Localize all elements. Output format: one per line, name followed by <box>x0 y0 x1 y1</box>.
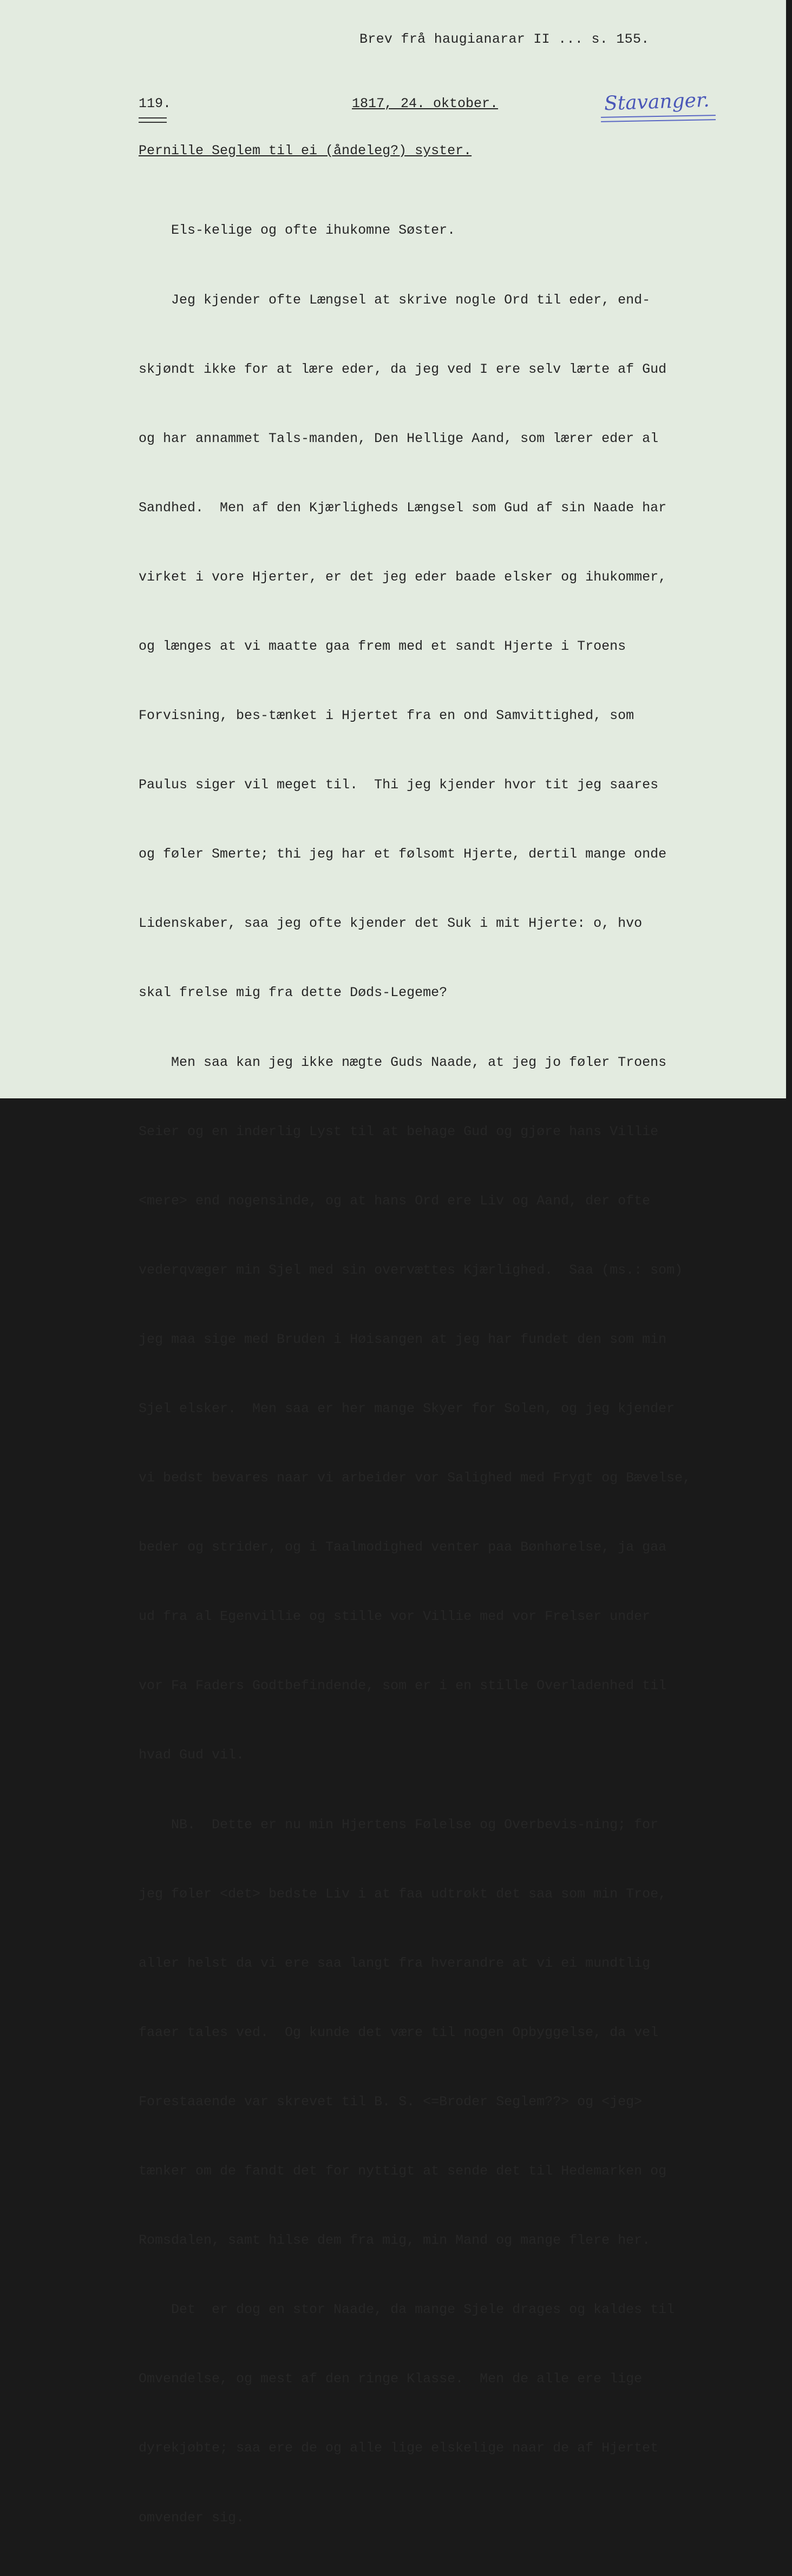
body-line: vi bedst bevares naar vi arbeider vor Salighed med Frygt og Bævelse, <box>139 1470 691 1486</box>
body-line: jeg maa sige med Bruden i Høisangen at jeg har fundet den som min <box>139 1331 667 1347</box>
body-line: Lidenskaber, saa jeg ofte kjender det Suk i mit Hjerte: o, hvo <box>139 915 643 932</box>
archive-reference: Brev frå haugianarar II ... s. 155. <box>359 31 650 47</box>
body-line: faaer tales ved. Og kunde det være til nogen Opbyggelse, da vel <box>139 2024 659 2040</box>
body-line: Paulus siger vil meget til. Thi jeg kjender hvor tit jeg saares <box>139 777 659 793</box>
letter-body <box>139 173 691 2576</box>
body-line: skjøndt ikke for at lære eder, da jeg ved I ere selv lærte af Gud <box>139 361 667 377</box>
entry-date: 1817, 24. oktober. <box>352 96 499 111</box>
body-line: skal frelse mig fra dette Døds-Legeme? <box>139 985 448 1001</box>
body-line: dyrekjøbte; saa ere de og alle lige elskelige naar de af Hjertet <box>139 2440 659 2456</box>
body-line: ud fra al Egenvillie og stille vor Villie med vor Frelser under <box>139 1609 651 1625</box>
body-line: Omvendelse, og mest af den ringe Klasse. Men de alle ere lige <box>139 2371 643 2387</box>
body-line: og længes at vi maatte gaa frem med et sandt Hjerte i Troens <box>139 638 626 654</box>
body-line: <mere> end nogensinde, og at hans Ord ere Liv og Aand, der ofte <box>139 1193 651 1209</box>
handwritten-place-underline <box>601 115 716 122</box>
body-line: Det er dog en stor Naade, da mange Sjele drages og kaldes til <box>139 2302 675 2318</box>
body-line: Men saa kan jeg ikke nægte Guds Naade, at jeg jo føler Troens <box>139 1054 667 1070</box>
body-line: Sandhed. Men af den Kjærligheds Længsel som Gud af sin Naade har <box>139 499 667 516</box>
body-line: og har annammet Tals-manden, Den Hellige Aand, som lærer eder al <box>139 430 659 446</box>
body-line: Sjel elsker. Men saa er her mange Skyer for Solen, og jeg kjender <box>139 1401 675 1417</box>
body-line: hvad Gud vil. <box>139 1747 245 1763</box>
body-line: Seier og en inderlig Lyst til at behage Gud og gjøre hans Villie <box>139 1123 659 1139</box>
letter-title: Pernille Seglem til ei (åndeleg?) syster. <box>139 143 472 159</box>
entry-number: 119. <box>139 96 172 111</box>
body-line: Romsdalen, samt hilse dem fra mig, min Mand og mange flere her. <box>139 2232 651 2249</box>
body-line: Jeg kjender ofte Længsel at skrive nogle Ord til eder, end- <box>139 292 651 308</box>
body-line: vederqvæger min Sjel med sin overvættes Kjærlighed. Saa (ms.: som) <box>139 1262 683 1278</box>
body-line: tænker om de fandt det for nyttigt at sende det til Hedemarken og <box>139 2163 667 2179</box>
body-line: og føler Smerte; thi jeg har et følsomt Hjerte, dertil mange onde <box>139 846 667 862</box>
body-line: aller helst da vi ere saa langt fra hverandre at vi ei mundtlig <box>139 1955 651 1971</box>
body-line: virket i vore Hjerter, er det jeg eder baade elsker og ihukommer, <box>139 569 667 585</box>
body-line: omvender sig. <box>139 2509 245 2526</box>
handwritten-place-name: Stavanger. <box>604 89 710 115</box>
body-line: Forestaaende var skrevet til B. S. <=Broder Seglem??> og <jeg> <box>139 2093 643 2110</box>
body-line: vor Fa Faders Godtbefindende, som er i en stille Overladenhed til <box>139 1678 667 1694</box>
body-line: Els-kelige og ofte ihukomne Søster. <box>139 222 456 239</box>
body-line: jeg føler <det> bedste Liv i at faa udtrøkt det saa som min Troe, <box>139 1886 667 1902</box>
entry-number-double-underline <box>139 117 167 123</box>
body-line: beder og strider, og i Taalmodighed venter paa Bønhørelse, ja gaa <box>139 1539 667 1556</box>
body-line: NB. Dette er nu min Hjertens Følelse og Overbevis-ning; for <box>139 1816 659 1833</box>
body-line: Forvisning, bes-tænket i Hjertet fra en ond Samvittighed, som <box>139 708 634 724</box>
